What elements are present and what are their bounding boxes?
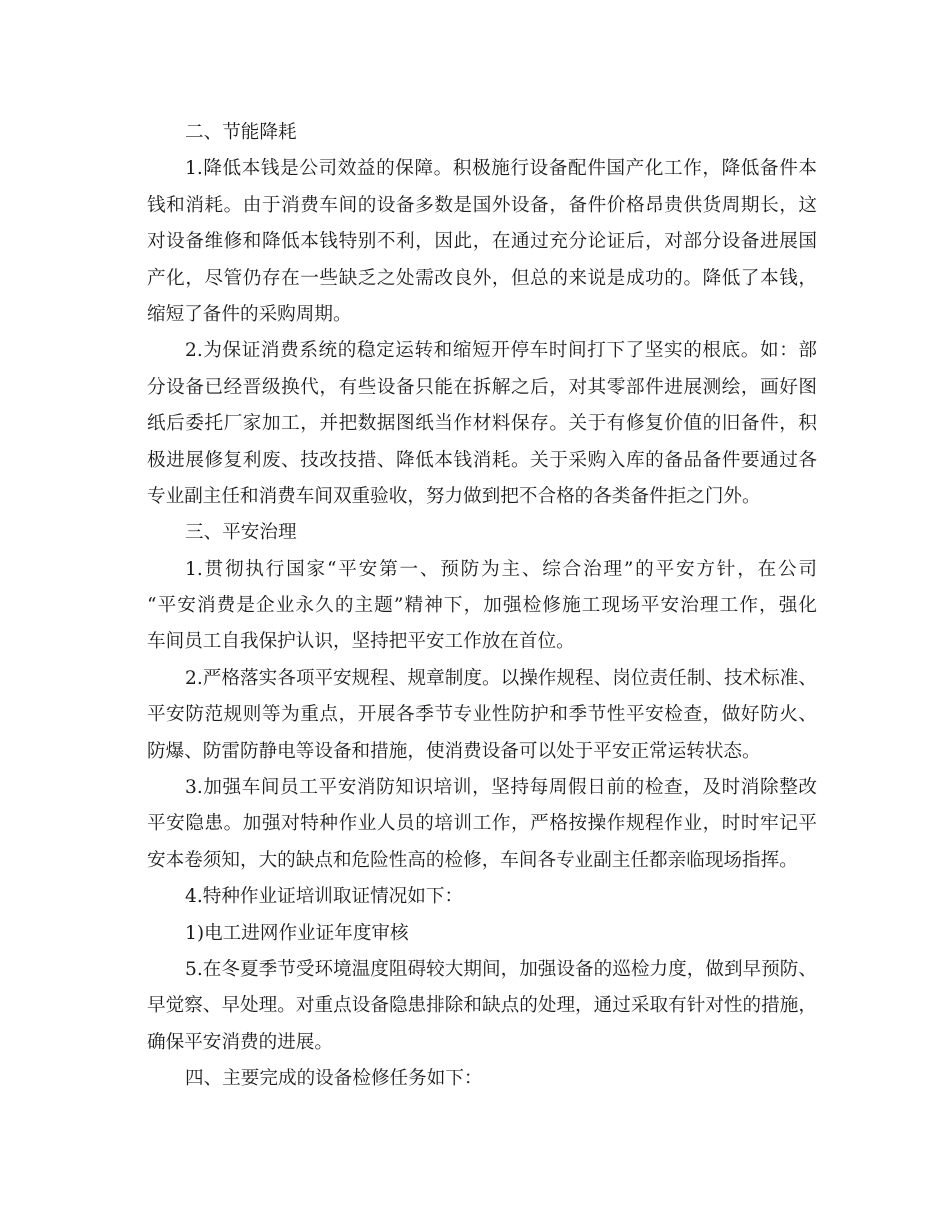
- text-line: 钱和消耗。由于消费车间的设备多数是国外设备，备件价格昂贵供货周期长，这: [147, 194, 817, 216]
- text-line: 极进展修复利废、技改技措、降低本钱消耗。关于采购入库的备品备件要通过各: [147, 449, 817, 471]
- text-line: 纸后委托厂家加工，并把数据图纸当作材料保存。关于有修复价值的旧备件，积: [147, 413, 817, 435]
- text-line: 确保平安消费的进展。: [147, 1031, 333, 1053]
- text-line: 四、主要完成的设备检修任务如下：: [185, 1068, 483, 1090]
- text-line: 防爆、防雷防静电等设备和措施，使消费设备可以处于平安正常运转状态。: [147, 740, 761, 762]
- text-line: 车间员工自我保护认识，坚持把平安工作放在首位。: [147, 631, 575, 653]
- text-line: 安本卷须知，大的缺点和危险性高的检修，车间各专业副主任都亲临现场指挥。: [147, 849, 798, 871]
- text-line: 二、节能降耗: [185, 122, 297, 143]
- text-line: “平安消费是企业永久的主题”精神下，加强检修施工现场平安治理工作，强化: [147, 595, 817, 617]
- text-line: 缩短了备件的采购周期。: [147, 303, 352, 325]
- text-line: 专业副主任和消费车间双重验收，努力做到把不合格的各类备件拒之门外。: [147, 485, 761, 507]
- text-line: 分设备已经晋级换代，有些设备只能在拆解之后，对其零部件进展测绘，画好图: [147, 376, 817, 398]
- text-line: 平安防范规则等为重点，开展各季节专业性防护和季节性平安检查，做好防火、: [147, 704, 817, 726]
- text-line: 平安隐患。加强对特种作业人员的培训工作，严格按操作规程作业，时时牢记平: [147, 813, 817, 835]
- text-line: 2.为保证消费系统的稳定运转和缩短开停车时间打下了坚实的根底。如：部: [185, 340, 817, 362]
- text-line: 1.降低本钱是公司效益的保障。积极施行设备配件国产化工作，降低备件本: [185, 158, 817, 180]
- text-line: 早觉察、早处理。对重点设备隐患排除和缺点的处理，通过采取有针对性的措施，: [147, 995, 817, 1017]
- text-line: 2.严格落实各项平安规程、规章制度。以操作规程、岗位责任制、技术标准、: [185, 667, 817, 689]
- text-line: 1)电工进网作业证年度审核: [185, 922, 409, 944]
- text-line: 对设备维修和降低本钱特别不利，因此，在通过充分论证后，对部分设备进展国: [147, 231, 817, 253]
- text-line: 3.加强车间员工平安消防知识培训，坚持每周假日前的检查，及时消除整改: [185, 777, 817, 799]
- text-line: 产化，尽管仍存在一些缺乏之处需改良外，但总的来说是成功的。降低了本钱，: [147, 267, 817, 289]
- text-line: 4.特种作业证培训取证情况如下：: [185, 886, 464, 908]
- text-line: 三、平安治理: [185, 522, 297, 544]
- text-line: 5.在冬夏季节受环境温度阻碍较大期间，加强设备的巡检力度，做到早预防、: [185, 958, 817, 980]
- text-line: 1.贯彻执行国家“平安第一、预防为主、综合治理”的平安方针，在公司: [185, 558, 817, 580]
- document-body: [147, 115, 817, 1098]
